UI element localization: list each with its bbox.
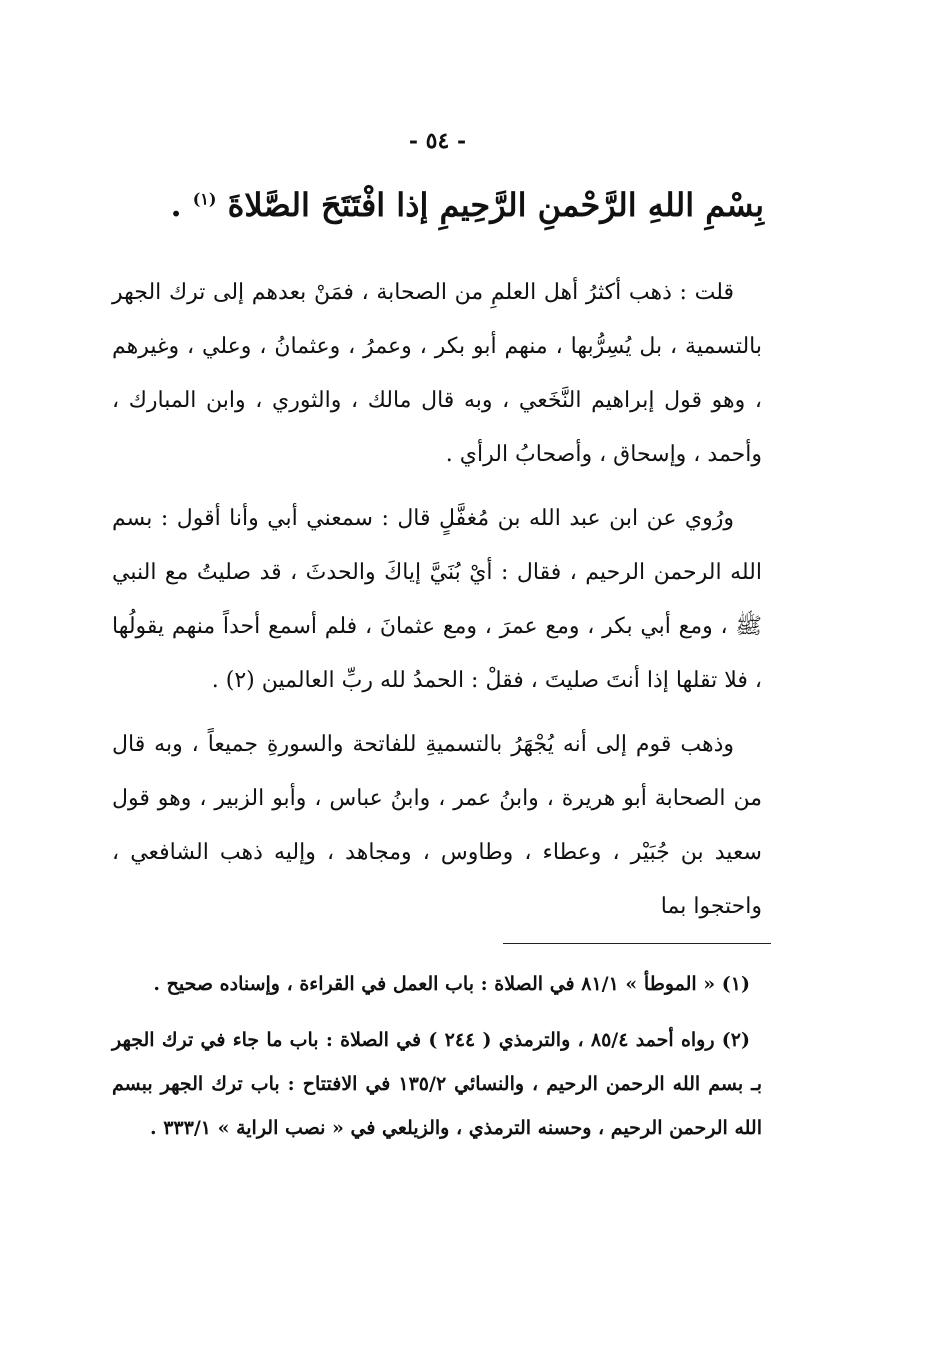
title-footnote-marker: (١)	[192, 189, 217, 209]
paragraph-2: ورُوي عن ابن عبد الله بن مُغفَّلٍ قال : سمعني أبي وأنا أقول : بسم الله الرحمن الرحيم ، فقال : أيْ بُنَيَّ إياكَ والحدثَ ، قد صليتُ مع النبي ﷺ ، ومع أبي بكر ، ومع عمرَ ، ومع عثمانَ ، فلم أسمع أحداً منهم يقولُها ، فلا تقلها إذا أنتَ صليتَ ، فقلْ : الحمدُ لله ربِّ العالمين (٢) .	[112, 506, 762, 693]
section-title-text: بِسْمِ اللهِ الرَّحْمنِ الرَّحِيمِ إذا افْتَتَحَ الصَّلاةَ	[227, 186, 764, 224]
section-title	[170, 186, 764, 224]
footnote-1: (١) « الموطأ » ٨١/١ في الصلاة : باب العمل في القراءة ، وإسناده صحيح .	[153, 973, 750, 995]
footnote-divider	[503, 943, 771, 944]
footnotes	[112, 962, 762, 1162]
footnote-2: (٢) رواه أحمد ٨٥/٤ ، والترمذي ( ٢٤٤ ) في الصلاة : باب ما جاء في ترك الجهر بـ بسم الله الرحمن الرحيم ، والنسائي ١٣٥/٢ في الافتتاح : باب ترك الجهر ببسم الله الرحمن الرحيم ، وحسنه الترمذي ، والزيلعي في « نصب الراية » ٣٣٣/١ .	[112, 1029, 762, 1139]
page-number: - ٥٤ -	[408, 128, 467, 154]
paragraph-3: وذهب قوم إلى أنه يُجْهَرُ بالتسميةِ للفاتحة والسورةِ جميعاً ، وبه قال من الصحابة أبو هريرة ، وابنُ عمر ، وابنُ عباس ، وأبو الزبير ، وهو قول سعيد بن جُبَيْر ، وعطاء ، وطاوس ، ومجاهد ، وإليه ذهب الشافعي ، واحتجوا بما	[112, 732, 762, 919]
body-text	[112, 266, 762, 944]
title-end-mark: .	[170, 186, 182, 224]
paragraph-1: قلت : ذهب أكثرُ أهل العلمِ من الصحابة ، فمَنْ بعدهم إلى ترك الجهر بالتسمية ، بل يُسِرُّبها ، منهم أبو بكر ، وعمرُ ، وعثمانُ ، وعلي ، وغيرهم ، وهو قول إبراهيم النَّخَعي ، وبه قال مالك ، والثوري ، وابن المبارك ، وأحمد ، وإسحاق ، وأصحابُ الرأي .	[112, 280, 762, 467]
